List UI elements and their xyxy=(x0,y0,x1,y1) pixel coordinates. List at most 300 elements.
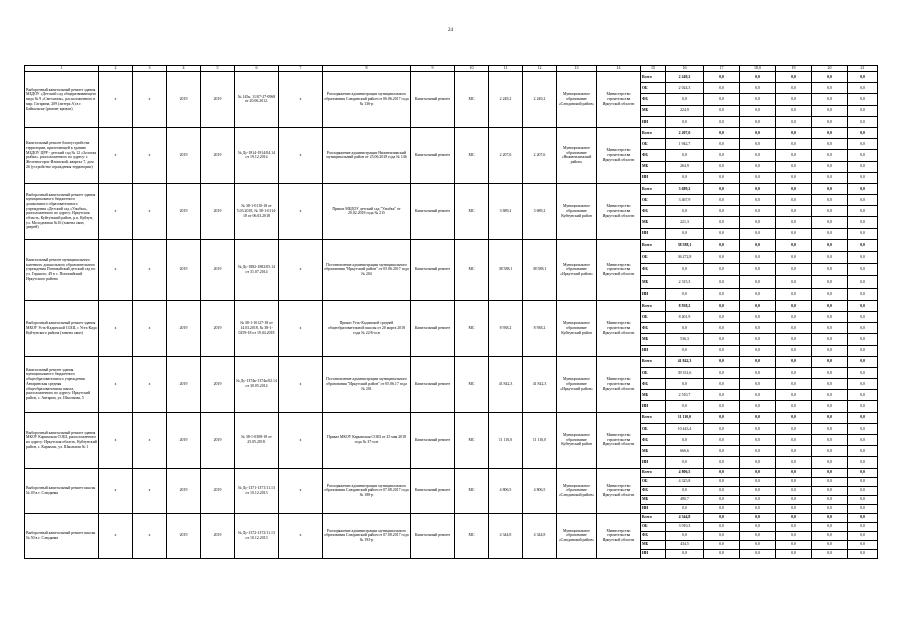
fund-value-cell: 4 344,8 xyxy=(666,513,704,522)
fund-value-cell: 0,0 xyxy=(776,72,812,83)
fund-value-cell: 0,0 xyxy=(740,323,776,334)
column-number-9: 9 xyxy=(411,66,455,72)
fund-value-cell: 0,0 xyxy=(848,239,878,251)
fund-value-cell: 0,0 xyxy=(776,323,812,334)
fund-value-cell: 0,0 xyxy=(666,345,704,356)
table-row xyxy=(25,183,878,194)
fund-source-label: ОБ xyxy=(641,423,666,434)
fund-value-cell: 0,0 xyxy=(666,228,704,239)
customer-cell: Министерство строительства Иркутской области xyxy=(597,356,641,412)
fund-value-cell: 0,0 xyxy=(776,446,812,457)
document-cell: Постановление администрации муниципального образования "Иркутский район" от 05.06.17 года № 201 xyxy=(323,356,411,412)
expertise-cell: № 145к. 11/07-27-0968 от 20.06.2012. xyxy=(235,72,279,128)
fund-source-label: Всего xyxy=(641,239,666,251)
fund-value-cell: 434,5 xyxy=(666,540,704,549)
fund-value-cell: 0,0 xyxy=(848,94,878,105)
fund-value-cell: 0,0 xyxy=(704,83,740,94)
fund-value-cell: 536,3 xyxy=(666,334,704,345)
fund-value-cell: 0,0 xyxy=(740,94,776,105)
column-number-5: 5 xyxy=(201,66,235,72)
fund-value-cell: 0,0 xyxy=(740,549,776,558)
fund-value-cell: 0,0 xyxy=(848,435,878,446)
fund-value-cell: 0,0 xyxy=(776,549,812,558)
fund-source-label: Всего xyxy=(641,513,666,522)
fund-value-cell: 0,0 xyxy=(848,531,878,540)
end-year-cell: 2019 xyxy=(201,127,235,183)
fund-value-cell: 0,0 xyxy=(740,161,776,172)
fund-value-cell: 36 272,8 xyxy=(666,252,704,264)
fund-value-cell: 0,0 xyxy=(666,379,704,390)
fund-value-cell: 0,0 xyxy=(740,531,776,540)
object-name-cell: Капитальный ремонт благоустройства территории, прилегающей к зданию МБДОУ ЦРР - детский сад № 12 «Золотая рыбка», расположенного по адресу: г. Железногорск-Илимский, квартал 7, дом 26 (устройство ограждения территории) xyxy=(25,127,99,183)
fund-source-label: Всего xyxy=(641,412,666,423)
program-table xyxy=(24,65,878,559)
fund-value-cell: 0,0 xyxy=(776,264,812,276)
fund-value-cell: 0,0 xyxy=(812,435,848,446)
fund-value-cell: 0,0 xyxy=(704,531,740,540)
fund-source-label: ФБ xyxy=(641,150,666,161)
table-row xyxy=(25,239,878,251)
fund-value-cell: 0,0 xyxy=(812,83,848,94)
capacity-cell: 4 806,5 xyxy=(489,468,523,513)
fund-value-cell: 0,0 xyxy=(848,323,878,334)
customer-cell: Министерство строительства Иркутской области xyxy=(597,127,641,183)
municipality-cell: Муниципальное образование Куйтунский район xyxy=(557,412,597,468)
fund-value-cell: 0,0 xyxy=(848,127,878,138)
fund-value-cell: 0,0 xyxy=(704,457,740,468)
fund-value-cell: 0,0 xyxy=(812,94,848,105)
fund-value-cell: 2 315,3 xyxy=(666,276,704,288)
column-number-16: 16 xyxy=(666,66,704,72)
municipality-cell: Муниципальное образование «Иркутский район» xyxy=(557,239,597,300)
table-row xyxy=(25,513,878,522)
fund-value-cell: 4 325,8 xyxy=(666,477,704,486)
fund-value-cell: 0,0 xyxy=(704,252,740,264)
fund-value-cell: 0,0 xyxy=(776,183,812,194)
fund-value-cell: 0,0 xyxy=(812,228,848,239)
col3-cell: х xyxy=(133,468,167,513)
fund-source-label: МБ xyxy=(641,276,666,288)
fund-source-label: Всего xyxy=(641,468,666,477)
fund-source-label: Всего xyxy=(641,72,666,83)
fund-source-label: МБ xyxy=(641,217,666,228)
fund-value-cell: 0,0 xyxy=(704,401,740,412)
fund-value-cell: 4 806,5 xyxy=(666,468,704,477)
fund-value-cell: 0,0 xyxy=(848,276,878,288)
fund-value-cell: 0,0 xyxy=(740,345,776,356)
fund-value-cell: 0,0 xyxy=(704,195,740,206)
fund-source-label: ФБ xyxy=(641,379,666,390)
fund-value-cell: 0,0 xyxy=(666,94,704,105)
total-cost-cell: 4 344,8 xyxy=(523,513,557,558)
column-number-12: 12 xyxy=(523,66,557,72)
column-number-4: 4 xyxy=(167,66,201,72)
customer-cell: Министерство строительства Иркутской области xyxy=(597,72,641,128)
fund-value-cell: 0,0 xyxy=(704,150,740,161)
fund-source-label: Всего xyxy=(641,300,666,311)
unit-cell: МС xyxy=(455,513,489,558)
column-number-14: 14 xyxy=(597,66,641,72)
fund-value-cell: 0,0 xyxy=(666,531,704,540)
start-year-cell: 2019 xyxy=(167,513,201,558)
fund-value-cell: 0,0 xyxy=(704,264,740,276)
fund-value-cell: 0,0 xyxy=(776,127,812,138)
col7-cell: х xyxy=(279,356,323,412)
fund-value-cell: 0,0 xyxy=(812,172,848,183)
municipality-cell: Муниципальное образование «Иркутский район» xyxy=(557,356,597,412)
fund-value-cell: 0,0 xyxy=(812,356,848,367)
capacity-cell: 2 249,2 xyxy=(489,72,523,128)
fund-value-cell: 0,0 xyxy=(704,206,740,217)
fund-value-cell: 0,0 xyxy=(740,288,776,300)
fund-value-cell: 0,0 xyxy=(848,486,878,495)
fund-value-cell: 0,0 xyxy=(740,83,776,94)
fund-value-cell: 0,0 xyxy=(776,83,812,94)
fund-value-cell: 0,0 xyxy=(812,379,848,390)
fund-source-label: МБ xyxy=(641,540,666,549)
work-type-cell: Капитальный ремонт xyxy=(411,356,455,412)
fund-value-cell: 0,0 xyxy=(848,72,878,83)
page-number: 24 xyxy=(448,28,453,33)
fund-value-cell: 0,0 xyxy=(740,486,776,495)
fund-value-cell: 0,0 xyxy=(704,390,740,401)
fund-source-label: ИИ xyxy=(641,457,666,468)
fund-value-cell: 0,0 xyxy=(704,446,740,457)
municipality-cell: Муниципальное образование «Слюдянский район» xyxy=(557,72,597,128)
column-number-3: 3 xyxy=(133,66,167,72)
fund-value-cell: 0,0 xyxy=(704,228,740,239)
object-name-cell: Капитальный ремонт муниципального казенного дошкольного образовательного учреждения Пономайский детский сад по ул. Горького, 49 в с. Пономайский Иркутского района xyxy=(25,239,99,300)
expertise-cell: № Дс-1882-1882/05.14 от 31.07.2014 xyxy=(235,239,279,300)
fund-value-cell: 0,0 xyxy=(812,549,848,558)
fund-value-cell: 0,0 xyxy=(812,513,848,522)
fund-value-cell: 0,0 xyxy=(740,217,776,228)
table-row xyxy=(25,72,878,83)
object-name-cell: Выборочный капитальный ремонт школы № 50 в г. Слюдянка xyxy=(25,513,99,558)
fund-value-cell: 0,0 xyxy=(812,311,848,322)
fund-value-cell: 0,0 xyxy=(704,522,740,531)
col2-cell: х xyxy=(99,300,133,356)
work-type-cell: Капитальный ремонт xyxy=(411,183,455,239)
fund-value-cell: 0,0 xyxy=(704,139,740,150)
fund-value-cell: 0,0 xyxy=(776,252,812,264)
customer-cell: Министерство строительства Иркутской области xyxy=(597,412,641,468)
municipality-cell: Муниципальное образование «Нижнеилимский район» xyxy=(557,127,597,183)
fund-source-label: МБ xyxy=(641,446,666,457)
fund-value-cell: 3 467,9 xyxy=(666,195,704,206)
fund-value-cell: 0,0 xyxy=(848,446,878,457)
capacity-cell: 41 842,3 xyxy=(489,356,523,412)
fund-source-label: Всего xyxy=(641,183,666,194)
fund-value-cell: 0,0 xyxy=(704,239,740,251)
fund-value-cell: 0,0 xyxy=(812,504,848,513)
col7-cell: х xyxy=(279,239,323,300)
col3-cell: х xyxy=(133,356,167,412)
fund-value-cell: 0,0 xyxy=(848,288,878,300)
fund-value-cell: 0,0 xyxy=(740,311,776,322)
column-number-10: 10 xyxy=(455,66,489,72)
col7-cell: х xyxy=(279,412,323,468)
fund-source-label: Всего xyxy=(641,127,666,138)
column-number-2: 2 xyxy=(99,66,133,72)
column-number-20: 20 xyxy=(812,66,848,72)
fund-value-cell: 0,0 xyxy=(666,435,704,446)
fund-source-label: ОБ xyxy=(641,477,666,486)
fund-value-cell: 0,0 xyxy=(812,468,848,477)
fund-value-cell: 0,0 xyxy=(704,477,740,486)
fund-source-label: ИИ xyxy=(641,228,666,239)
fund-value-cell: 0,0 xyxy=(776,139,812,150)
fund-value-cell: 0,0 xyxy=(740,252,776,264)
fund-value-cell: 0,0 xyxy=(848,379,878,390)
fund-value-cell: 0,0 xyxy=(776,504,812,513)
total-cost-cell: 38 588,1 xyxy=(523,239,557,300)
table-row xyxy=(25,468,878,477)
total-cost-cell: 2 249,2 xyxy=(523,72,557,128)
fund-source-label: Всего xyxy=(641,356,666,367)
fund-value-cell: 0,0 xyxy=(848,300,878,311)
fund-source-label: МБ xyxy=(641,161,666,172)
fund-value-cell: 0,0 xyxy=(740,239,776,251)
start-year-cell: 2019 xyxy=(167,356,201,412)
fund-value-cell: 3 689,2 xyxy=(666,183,704,194)
fund-value-cell: 0,0 xyxy=(704,300,740,311)
column-number-6: 6 xyxy=(235,66,279,72)
fund-value-cell: 2 024,3 xyxy=(666,83,704,94)
fund-value-cell: 0,0 xyxy=(740,276,776,288)
fund-source-label: ИИ xyxy=(641,345,666,356)
fund-value-cell: 0,0 xyxy=(740,513,776,522)
unit-cell: МС xyxy=(455,183,489,239)
fund-value-cell: 0,0 xyxy=(848,468,878,477)
fund-value-cell: 0,0 xyxy=(812,116,848,127)
fund-value-cell: 0,0 xyxy=(848,161,878,172)
end-year-cell: 2019 xyxy=(201,468,235,513)
fund-value-cell: 0,0 xyxy=(848,401,878,412)
fund-value-cell: 0,0 xyxy=(740,334,776,345)
fund-source-label: ОБ xyxy=(641,252,666,264)
fund-value-cell: 0,0 xyxy=(704,486,740,495)
fund-value-cell: 0,0 xyxy=(704,435,740,446)
table-body xyxy=(25,66,878,559)
fund-value-cell: 0,0 xyxy=(776,540,812,549)
capacity-cell: 2 207,6 xyxy=(489,127,523,183)
fund-value-cell: 0,0 xyxy=(812,264,848,276)
municipality-cell: Муниципальное образование Куйтунский район xyxy=(557,300,597,356)
fund-value-cell: 0,0 xyxy=(704,288,740,300)
col7-cell: х xyxy=(279,183,323,239)
column-number-7: 7 xyxy=(279,66,323,72)
fund-value-cell: 0,0 xyxy=(812,446,848,457)
total-cost-cell: 3 689,2 xyxy=(523,183,557,239)
work-type-cell: Капитальный ремонт xyxy=(411,513,455,558)
expertise-cell: № 38-1-0110-18 от 5.03.2018, № 38-1-0114-18 от 06.03.2018 xyxy=(235,183,279,239)
fund-source-label: ИИ xyxy=(641,401,666,412)
expertise-cell: № Дс-1372-1372/11.13 от 10.12.2013 xyxy=(235,513,279,558)
fund-value-cell: 0,0 xyxy=(704,367,740,378)
fund-value-cell: 1 942,7 xyxy=(666,139,704,150)
fund-value-cell: 0,0 xyxy=(666,206,704,217)
fund-value-cell: 0,0 xyxy=(740,356,776,367)
fund-value-cell: 0,0 xyxy=(776,412,812,423)
fund-source-label: ИИ xyxy=(641,504,666,513)
fund-value-cell: 10 443,4 xyxy=(666,423,704,434)
fund-value-cell: 666,6 xyxy=(666,446,704,457)
object-name-cell: Выборочный капитальный ремонт школы № 49 в г. Слюдянка xyxy=(25,468,99,513)
fund-value-cell: 0,0 xyxy=(666,486,704,495)
fund-value-cell: 0,0 xyxy=(740,264,776,276)
fund-value-cell: 0,0 xyxy=(776,195,812,206)
col3-cell: х xyxy=(133,239,167,300)
start-year-cell: 2019 xyxy=(167,300,201,356)
fund-value-cell: 0,0 xyxy=(812,195,848,206)
column-number-13: 13 xyxy=(557,66,597,72)
fund-value-cell: 0,0 xyxy=(848,549,878,558)
start-year-cell: 2019 xyxy=(167,72,201,128)
document-cell: Распоряжение администрации муниципального образования Слюдянский район от 07.08.2017 года № 193-р xyxy=(323,513,411,558)
fund-source-label: ИИ xyxy=(641,172,666,183)
fund-value-cell: 0,0 xyxy=(812,334,848,345)
unit-cell: МС xyxy=(455,127,489,183)
unit-cell: МС xyxy=(455,356,489,412)
fund-value-cell: 0,0 xyxy=(812,486,848,495)
fund-value-cell: 2 207,6 xyxy=(666,127,704,138)
fund-value-cell: 221,3 xyxy=(666,217,704,228)
unit-cell: МС xyxy=(455,300,489,356)
fund-value-cell: 0,0 xyxy=(666,288,704,300)
fund-value-cell: 0,0 xyxy=(776,367,812,378)
col3-cell: х xyxy=(133,183,167,239)
unit-cell: МС xyxy=(455,468,489,513)
fund-value-cell: 0,0 xyxy=(704,161,740,172)
fund-value-cell: 0,0 xyxy=(740,228,776,239)
col2-cell: х xyxy=(99,183,133,239)
fund-value-cell: 0,0 xyxy=(848,495,878,504)
fund-value-cell: 0,0 xyxy=(776,206,812,217)
municipality-cell: Муниципальное образование Куйтунский район xyxy=(557,183,597,239)
fund-value-cell: 0,0 xyxy=(848,334,878,345)
capacity-cell: 4 344,8 xyxy=(489,513,523,558)
fund-value-cell: 0,0 xyxy=(704,323,740,334)
fund-value-cell: 0,0 xyxy=(704,127,740,138)
fund-value-cell: 2 249,2 xyxy=(666,72,704,83)
fund-value-cell: 0,0 xyxy=(848,172,878,183)
fund-value-cell: 0,0 xyxy=(776,311,812,322)
col3-cell: х xyxy=(133,412,167,468)
fund-value-cell: 0,0 xyxy=(848,423,878,434)
capacity-cell: 11 110,0 xyxy=(489,412,523,468)
column-number-8: 8 xyxy=(323,66,411,72)
fund-value-cell: 0,0 xyxy=(776,288,812,300)
fund-value-cell: 0,0 xyxy=(848,477,878,486)
fund-source-label: МБ xyxy=(641,334,666,345)
fund-value-cell: 0,0 xyxy=(666,457,704,468)
fund-value-cell: 0,0 xyxy=(812,531,848,540)
expertise-cell: № 38-1-0308-18 от 25.05.2018. xyxy=(235,412,279,468)
capacity-cell: 8 938,2 xyxy=(489,300,523,356)
fund-value-cell: 0,0 xyxy=(740,423,776,434)
col2-cell: х xyxy=(99,72,133,128)
fund-value-cell: 0,0 xyxy=(812,345,848,356)
fund-value-cell: 0,0 xyxy=(848,457,878,468)
col7-cell: х xyxy=(279,72,323,128)
work-type-cell: Капитальный ремонт xyxy=(411,300,455,356)
fund-value-cell: 0,0 xyxy=(666,549,704,558)
fund-value-cell: 0,0 xyxy=(812,401,848,412)
fund-value-cell: 0,0 xyxy=(740,457,776,468)
fund-value-cell: 0,0 xyxy=(812,367,848,378)
col2-cell: х xyxy=(99,412,133,468)
customer-cell: Министерство строительства Иркутской области xyxy=(597,300,641,356)
fund-value-cell: 0,0 xyxy=(666,150,704,161)
total-cost-cell: 11 110,0 xyxy=(523,412,557,468)
fund-source-label: ОБ xyxy=(641,522,666,531)
col3-cell: х xyxy=(133,127,167,183)
customer-cell: Министерство строительства Иркутской области xyxy=(597,468,641,513)
fund-source-label: ОБ xyxy=(641,139,666,150)
fund-value-cell: 0,0 xyxy=(848,217,878,228)
fund-value-cell: 0,0 xyxy=(740,195,776,206)
fund-value-cell: 0,0 xyxy=(848,228,878,239)
fund-value-cell: 0,0 xyxy=(812,495,848,504)
unit-cell: МС xyxy=(455,239,489,300)
end-year-cell: 2019 xyxy=(201,300,235,356)
document-cell: Приказ МБДОУ детский сад "Улыбка" от 20.02.2018 года № 215 xyxy=(323,183,411,239)
col7-cell: х xyxy=(279,300,323,356)
fund-source-label: ОБ xyxy=(641,367,666,378)
fund-value-cell: 0,0 xyxy=(740,390,776,401)
start-year-cell: 2019 xyxy=(167,468,201,513)
fund-value-cell: 0,0 xyxy=(776,217,812,228)
fund-value-cell: 0,0 xyxy=(812,161,848,172)
fund-value-cell: 8 938,2 xyxy=(666,300,704,311)
fund-value-cell: 0,0 xyxy=(848,183,878,194)
fund-value-cell: 0,0 xyxy=(776,435,812,446)
unit-cell: МС xyxy=(455,72,489,128)
fund-value-cell: 0,0 xyxy=(740,540,776,549)
fund-value-cell: 0,0 xyxy=(740,446,776,457)
fund-value-cell: 0,0 xyxy=(704,513,740,522)
fund-value-cell: 0,0 xyxy=(740,183,776,194)
fund-value-cell: 38 588,1 xyxy=(666,239,704,251)
fund-value-cell: 0,0 xyxy=(740,435,776,446)
fund-value-cell: 0,0 xyxy=(704,504,740,513)
col7-cell: х xyxy=(279,468,323,513)
total-cost-cell: 8 938,2 xyxy=(523,300,557,356)
fund-source-label: ФБ xyxy=(641,323,666,334)
document-cell: Приказ Усть-Кадинской средней общеобразовательной школы от 20 марта 2018 года № 22/6-осн xyxy=(323,300,411,356)
work-type-cell: Капитальный ремонт xyxy=(411,412,455,468)
fund-value-cell: 0,0 xyxy=(666,504,704,513)
fund-value-cell: 0,0 xyxy=(666,323,704,334)
fund-value-cell: 0,0 xyxy=(740,412,776,423)
fund-source-label: МБ xyxy=(641,390,666,401)
fund-value-cell: 264,9 xyxy=(666,161,704,172)
fund-value-cell: 0,0 xyxy=(740,504,776,513)
fund-value-cell: 0,0 xyxy=(812,183,848,194)
fund-value-cell: 0,0 xyxy=(704,540,740,549)
fund-value-cell: 0,0 xyxy=(740,127,776,138)
fund-value-cell: 0,0 xyxy=(704,276,740,288)
fund-value-cell: 0,0 xyxy=(704,468,740,477)
document-cell: Распоряжение администрации муниципального образования Слюдянский район от 07.08.2017 года № 188-р xyxy=(323,468,411,513)
customer-cell: Министерство строительства Иркутской области xyxy=(597,183,641,239)
customer-cell: Министерство строительства Иркутской области xyxy=(597,513,641,558)
fund-value-cell: 0,0 xyxy=(776,345,812,356)
fund-value-cell: 0,0 xyxy=(812,288,848,300)
total-cost-cell: 41 842,3 xyxy=(523,356,557,412)
table-row xyxy=(25,300,878,311)
